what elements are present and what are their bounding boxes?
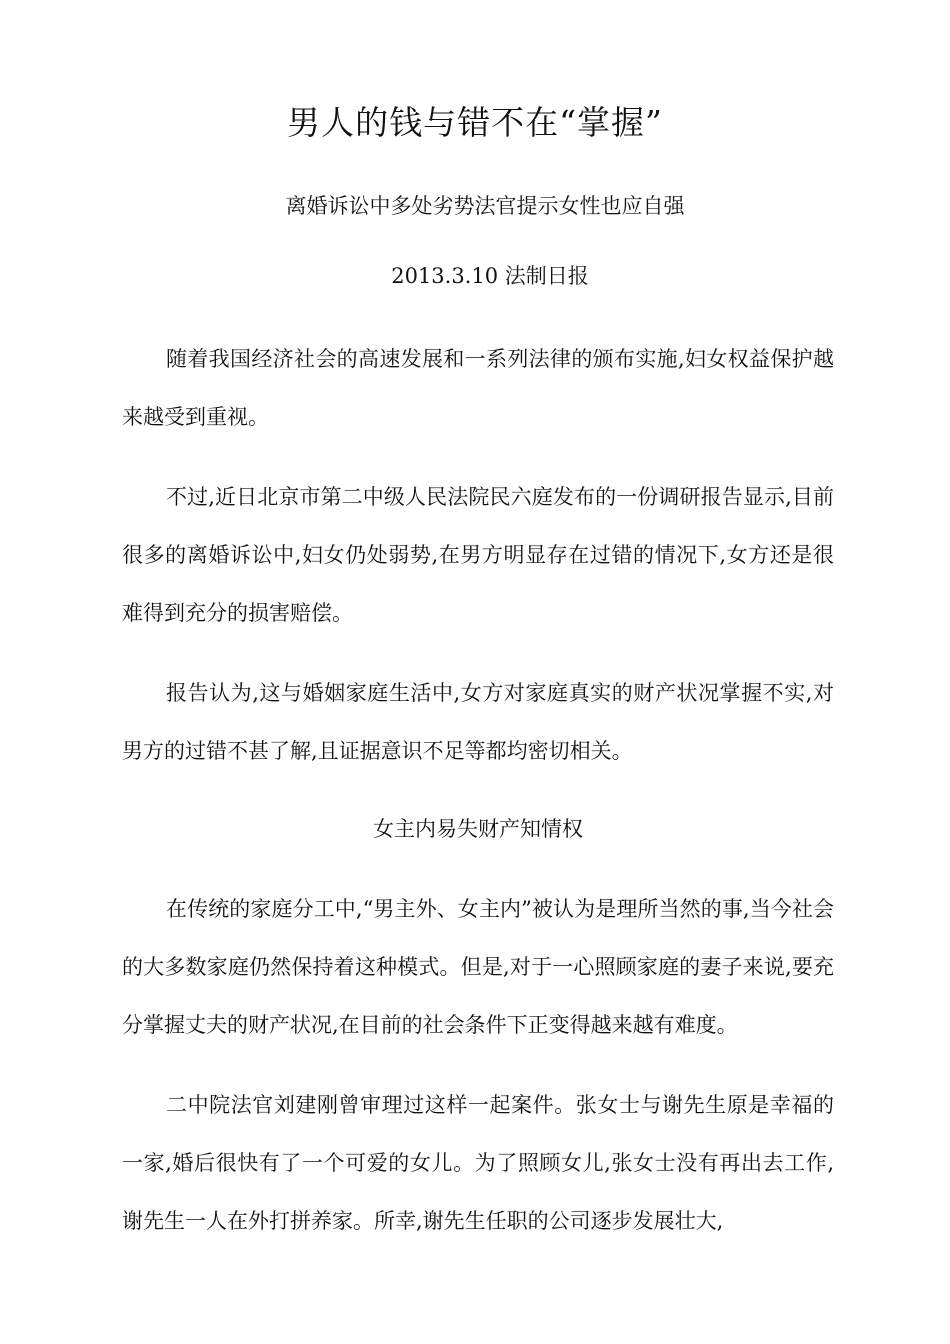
section-heading: 女主内易失财产知情权 bbox=[373, 817, 583, 841]
article-dateline: 2013.3.10 法制日报 bbox=[391, 264, 589, 288]
paragraph: 报告认为,这与婚姻家庭生活中,女方对家庭真实的财产状况掌握不实,对男方的过错不甚了解,且证据意识不足等都均密切相关。 bbox=[122, 681, 834, 763]
paragraph: 在传统的家庭分工中,“男主外、女主内”被认为是理所当然的事,当今社会的大多数家庭仍然保持着这种模式。但是,对于一心照顾家庭的妻子来说,要充分掌握丈夫的财产状况,在目前的社会条件下正变得越来越有难度。 bbox=[122, 897, 834, 1037]
paragraph: 随着我国经济社会的高速发展和一系列法律的颁布实施,妇女权益保护越来越受到重视。 bbox=[122, 347, 834, 429]
article-body bbox=[122, 330, 834, 1272]
paragraph: 二中院法官刘建刚曾审理过这样一起案件。张女士与谢先生原是幸福的一家,婚后很快有了一个可爱的女儿。为了照顾女儿,张女士没有再出去工作,谢先生一人在外打拼养家。所幸,谢先生任职的公司逐步发展壮大, bbox=[122, 1093, 834, 1233]
paragraph: 不过,近日北京市第二中级人民法院民六庭发布的一份调研报告显示,目前很多的离婚诉讼中,妇女仍处弱势,在男方明显存在过错的情况下,女方还是很难得到充分的损害赔偿。 bbox=[122, 485, 834, 625]
article-title: 男人的钱与错不在“掌握” bbox=[287, 103, 663, 142]
article-subtitle: 离婚诉讼中多处劣势法官提示女性也应自强 bbox=[285, 194, 685, 218]
